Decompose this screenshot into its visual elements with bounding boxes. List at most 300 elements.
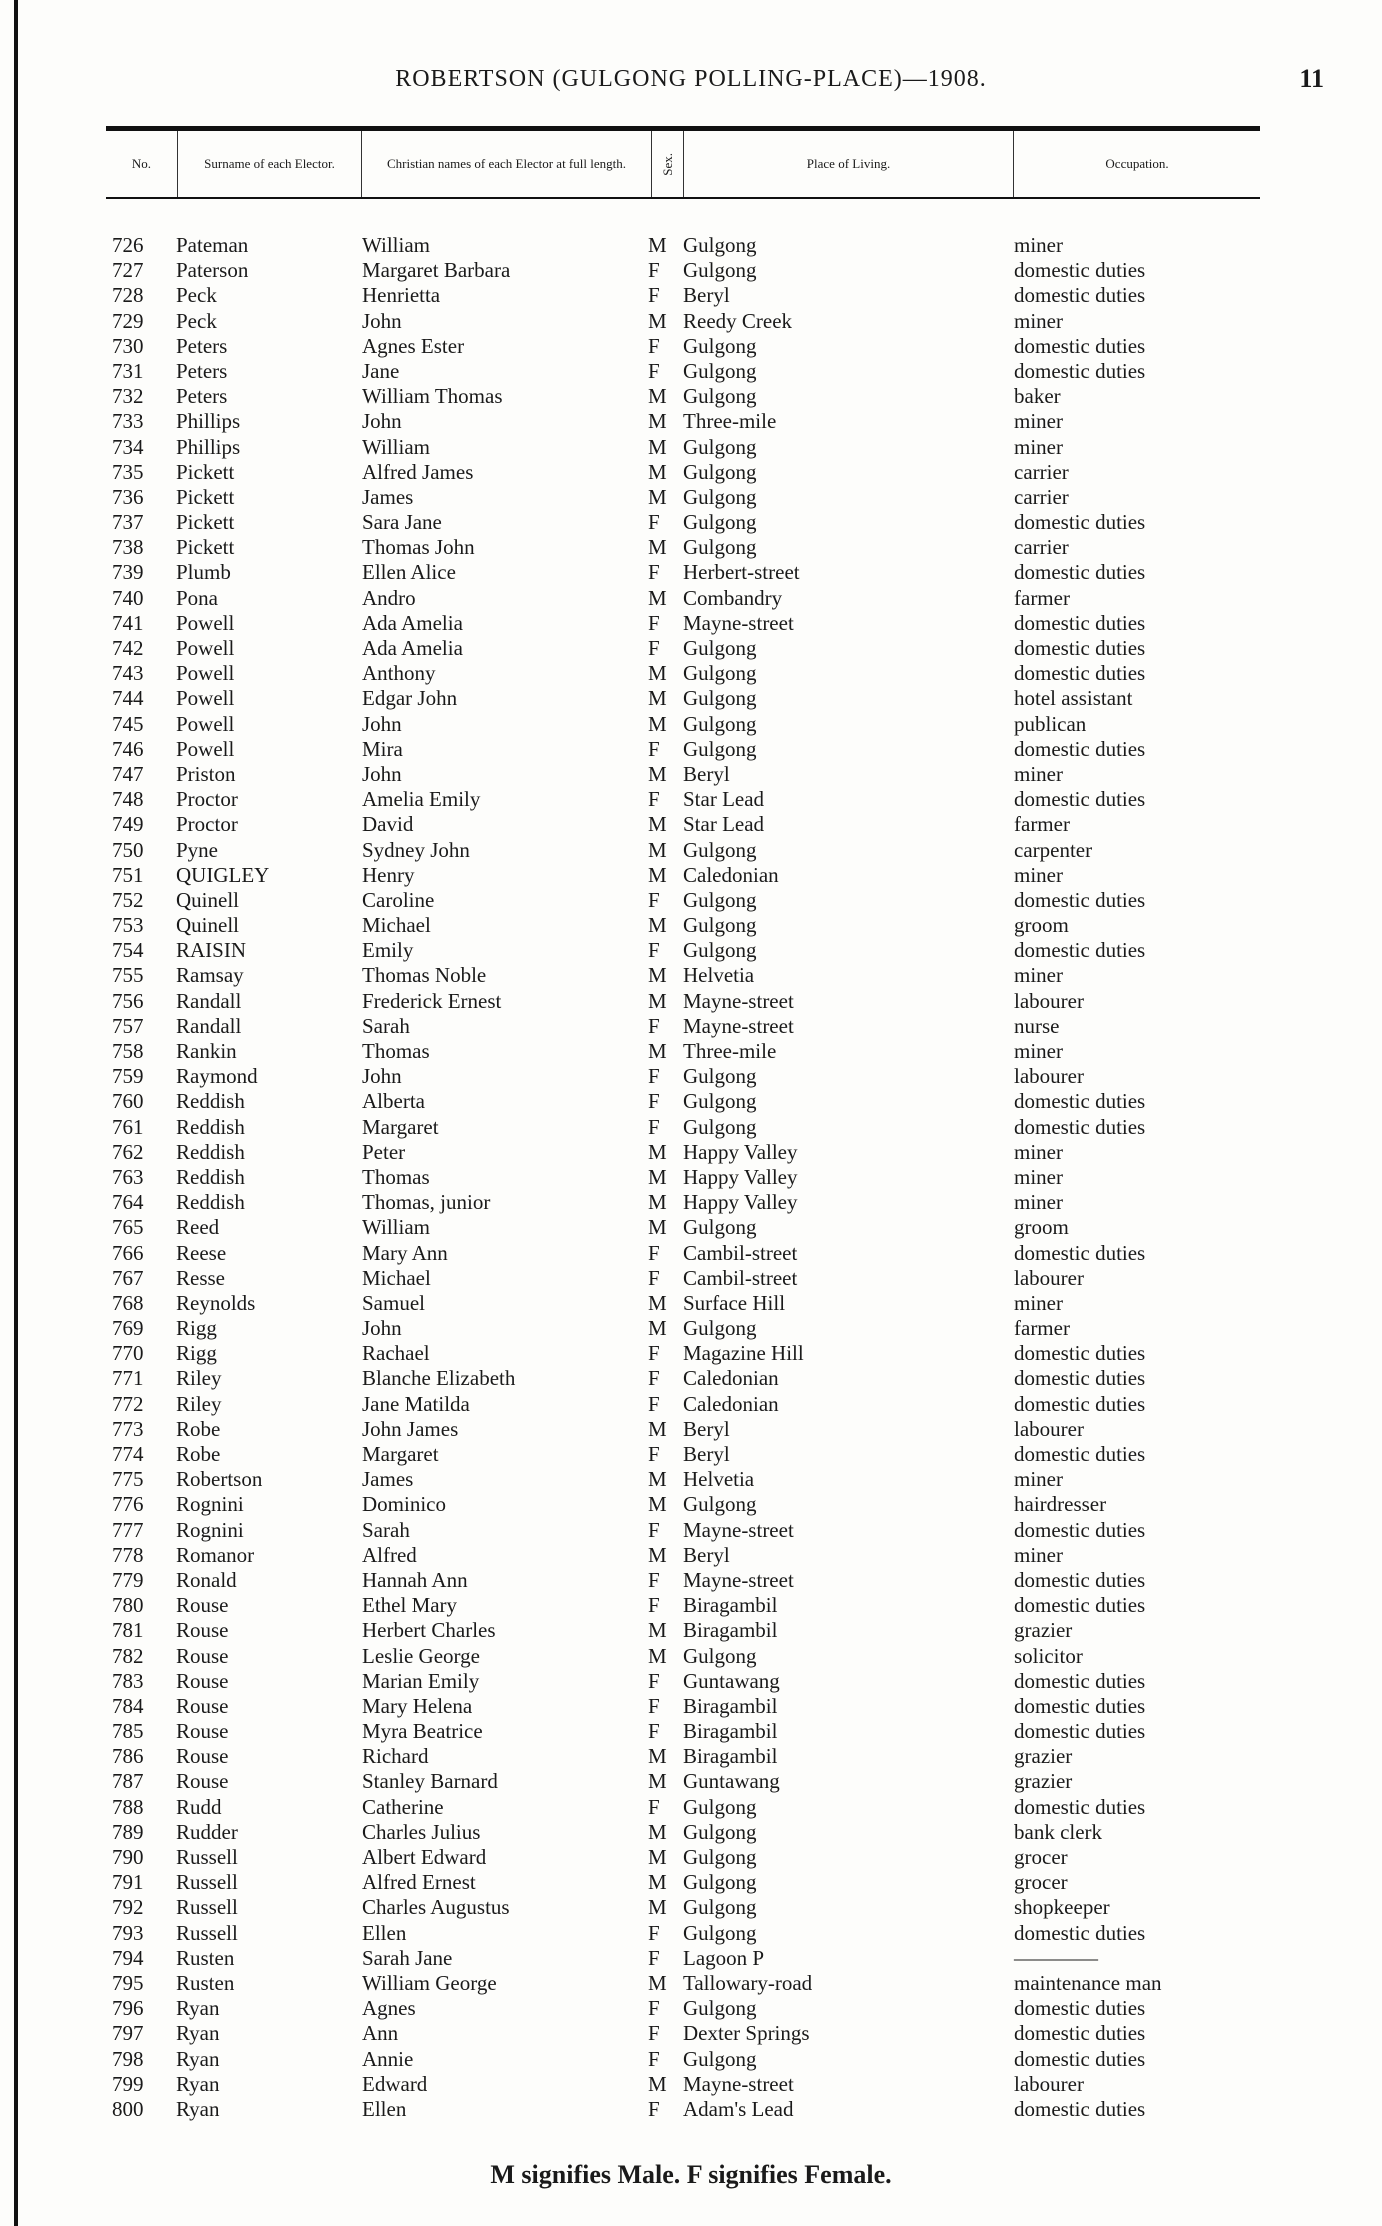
elector-surname: Rouse <box>176 1618 229 1643</box>
table-row <box>100 1568 1280 1593</box>
elector-number: 794 <box>112 1945 144 1970</box>
elector-place: Beryl <box>683 1416 730 1441</box>
elector-place: Biragambil <box>683 1719 778 1744</box>
elector-christian-names: Annie <box>362 2046 414 2071</box>
elector-surname: Pona <box>176 585 218 610</box>
elector-sex: M <box>648 1467 667 1492</box>
elector-number: 740 <box>112 585 144 610</box>
elector-christian-names: John <box>362 1064 402 1089</box>
table-row <box>100 1946 1280 1971</box>
elector-place: Gulgong <box>683 258 757 283</box>
elector-occupation: grocer <box>1014 1845 1068 1869</box>
elector-place: Gulgong <box>683 333 757 358</box>
elector-place: Gulgong <box>683 1492 757 1517</box>
elector-christian-names: Catherine <box>362 1794 444 1819</box>
elector-surname: Pickett <box>176 484 235 509</box>
elector-surname: Ramsay <box>176 963 244 988</box>
elector-surname: Paterson <box>176 258 249 283</box>
elector-place: Gulgong <box>683 1794 757 1819</box>
elector-place: Caledonian <box>683 1391 779 1416</box>
elector-sex: M <box>648 1215 667 1240</box>
elector-sex: F <box>648 1719 660 1744</box>
elector-occupation: domestic duties <box>1014 258 1146 283</box>
elector-occupation: domestic duties <box>1014 1114 1146 1139</box>
elector-christian-names: Margaret <box>362 1442 439 1466</box>
elector-surname: Peck <box>176 308 217 333</box>
elector-place: Gulgong <box>683 736 757 761</box>
elector-number: 763 <box>112 1164 144 1189</box>
elector-surname: Powell <box>176 711 235 736</box>
elector-surname: Reddish <box>176 1190 245 1215</box>
elector-sex: M <box>648 1970 667 1995</box>
elector-christian-names: Blanche Elizabeth <box>362 1366 516 1391</box>
elector-christian-names: Amelia Emily <box>362 787 481 812</box>
elector-occupation: labourer <box>1014 1416 1084 1441</box>
elector-number: 750 <box>112 837 144 862</box>
elector-sex: M <box>648 1416 667 1441</box>
elector-occupation: carpenter <box>1014 837 1093 862</box>
elector-place: Happy Valley <box>683 1164 798 1189</box>
elector-sex: M <box>648 988 667 1013</box>
elector-surname: Rigg <box>176 1316 217 1341</box>
elector-surname: Quinell <box>176 887 239 912</box>
table-row <box>100 2097 1280 2122</box>
table-row <box>100 1341 1280 1366</box>
elector-christian-names: Ada Amelia <box>362 636 463 660</box>
elector-place: Gulgong <box>683 1064 757 1089</box>
column-header-no: No. <box>106 131 178 197</box>
table-row <box>100 1392 1280 1417</box>
elector-number: 758 <box>112 1039 144 1063</box>
elector-occupation: groom <box>1014 913 1069 938</box>
table-row <box>100 409 1280 434</box>
elector-sex: F <box>648 1668 660 1693</box>
elector-surname: Ryan <box>176 1996 220 2021</box>
elector-place: Happy Valley <box>683 1190 798 1215</box>
elector-occupation: carrier <box>1014 459 1069 484</box>
elector-number: 789 <box>112 1819 144 1844</box>
elector-number: 734 <box>112 434 144 459</box>
elector-surname: Peck <box>176 283 217 308</box>
table-row <box>100 989 1280 1014</box>
table-row <box>100 661 1280 686</box>
elector-occupation: miner <box>1014 963 1063 988</box>
elector-place: Surface Hill <box>683 1290 786 1315</box>
elector-occupation: hairdresser <box>1014 1492 1107 1517</box>
elector-occupation: domestic duties <box>1014 333 1146 358</box>
elector-place: Mayne-street <box>683 988 794 1013</box>
elector-occupation: domestic duties <box>1014 1442 1146 1466</box>
elector-place: Caledonian <box>683 1366 779 1391</box>
elector-christian-names: Thomas John <box>362 535 475 560</box>
elector-surname: Russell <box>176 1895 238 1920</box>
elector-occupation: grocer <box>1014 1870 1068 1895</box>
elector-place: Mayne-street <box>683 610 794 635</box>
elector-occupation: domestic duties <box>1014 1391 1146 1416</box>
elector-place: Three-mile <box>683 1039 777 1063</box>
elector-occupation: domestic duties <box>1014 1996 1146 2021</box>
elector-surname: Reynolds <box>176 1290 256 1315</box>
table-row <box>100 1039 1280 1064</box>
table-row <box>100 1190 1280 1215</box>
elector-number: 726 <box>112 233 144 257</box>
elector-number: 732 <box>112 384 144 409</box>
elector-occupation: miner <box>1014 1467 1063 1492</box>
elector-number: 738 <box>112 535 144 560</box>
elector-occupation: domestic duties <box>1014 1366 1146 1391</box>
elector-surname: Rouse <box>176 1769 229 1794</box>
table-row <box>100 762 1280 787</box>
elector-occupation: labourer <box>1014 1265 1084 1290</box>
elector-number: 755 <box>112 963 144 988</box>
table-row <box>100 838 1280 863</box>
elector-christian-names: Thomas <box>362 1039 430 1063</box>
elector-sex: F <box>648 1693 660 1718</box>
elector-number: 743 <box>112 661 144 686</box>
elector-surname: Rognini <box>176 1492 244 1517</box>
elector-sex: M <box>648 1845 667 1869</box>
elector-sex: M <box>648 1744 667 1769</box>
elector-number: 771 <box>112 1366 144 1391</box>
elector-christian-names: Rachael <box>362 1341 430 1366</box>
elector-occupation: miner <box>1014 1190 1063 1215</box>
elector-place: Gulgong <box>683 1114 757 1139</box>
elector-surname: Pickett <box>176 510 235 535</box>
elector-occupation: labourer <box>1014 2071 1084 2096</box>
elector-surname: Rouse <box>176 1744 229 1769</box>
elector-christian-names: Alfred <box>362 1542 417 1567</box>
elector-sex: F <box>648 283 660 308</box>
table-row <box>100 560 1280 585</box>
elector-sex: M <box>648 1895 667 1920</box>
elector-occupation: solicitor <box>1014 1643 1083 1668</box>
elector-christian-names: Henrietta <box>362 283 441 308</box>
elector-surname: Rouse <box>176 1693 229 1718</box>
elector-number: 752 <box>112 887 144 912</box>
table-row <box>100 309 1280 334</box>
elector-christian-names: Edward <box>362 2071 428 2096</box>
elector-number: 762 <box>112 1139 144 1164</box>
elector-surname: Reddish <box>176 1114 245 1139</box>
table-row <box>100 384 1280 409</box>
elector-sex: M <box>648 1870 667 1895</box>
elector-sex: F <box>648 887 660 912</box>
elector-sex: F <box>648 1240 660 1265</box>
elector-surname: Ryan <box>176 2046 220 2071</box>
elector-surname: Raymond <box>176 1064 258 1089</box>
elector-sex: F <box>648 938 660 963</box>
elector-occupation: domestic duties <box>1014 1567 1146 1592</box>
elector-place: Guntawang <box>683 1668 780 1693</box>
elector-sex: F <box>648 2096 660 2121</box>
elector-surname: Pateman <box>176 233 249 257</box>
elector-sex: M <box>648 1139 667 1164</box>
table-row <box>100 1543 1280 1568</box>
elector-sex: F <box>648 1013 660 1038</box>
elector-number: 786 <box>112 1744 144 1769</box>
elector-occupation: domestic duties <box>1014 636 1146 660</box>
table-row <box>100 435 1280 460</box>
elector-occupation: farmer <box>1014 585 1070 610</box>
elector-place: Happy Valley <box>683 1139 798 1164</box>
elector-occupation: farmer <box>1014 812 1070 837</box>
table-row <box>100 1492 1280 1517</box>
elector-number: 735 <box>112 459 144 484</box>
elector-sex: M <box>648 1290 667 1315</box>
elector-sex: M <box>648 913 667 938</box>
table-row <box>100 1316 1280 1341</box>
table-row <box>100 812 1280 837</box>
elector-place: Star Lead <box>683 787 765 812</box>
elector-place: Herbert-street <box>683 560 800 585</box>
elector-surname: Rudder <box>176 1819 238 1844</box>
elector-sex: F <box>648 1064 660 1089</box>
elector-christian-names: Thomas, junior <box>362 1190 491 1215</box>
elector-number: 770 <box>112 1341 144 1366</box>
elector-christian-names: John <box>362 711 402 736</box>
table-row <box>100 334 1280 359</box>
column-header-surname: Surname of each Elector. <box>178 131 362 197</box>
elector-number: 737 <box>112 510 144 535</box>
elector-occupation: domestic duties <box>1014 1593 1146 1618</box>
column-header-occupation: Occupation. <box>1105 156 1169 171</box>
elector-christian-names: James <box>362 484 414 509</box>
elector-christian-names: John <box>362 308 402 333</box>
elector-surname: Rudd <box>176 1794 222 1819</box>
elector-sex: F <box>648 1366 660 1391</box>
elector-place: Star Lead <box>683 812 765 837</box>
elector-surname: Pickett <box>176 535 235 560</box>
elector-sex: F <box>648 736 660 761</box>
elector-occupation: ———— <box>1014 1945 1098 1970</box>
elector-surname: Russell <box>176 1845 238 1869</box>
elector-occupation: domestic duties <box>1014 2021 1146 2046</box>
column-header-sex <box>652 131 684 197</box>
elector-place: Gulgong <box>683 686 757 711</box>
elector-surname: Rigg <box>176 1341 217 1366</box>
elector-christian-names: Ann <box>362 2021 399 2046</box>
elector-christian-names: Peter <box>362 1139 406 1164</box>
elector-number: 793 <box>112 1920 144 1945</box>
elector-christian-names: James <box>362 1467 414 1492</box>
table-row <box>100 938 1280 963</box>
elector-christian-names: Jane <box>362 358 400 383</box>
elector-surname: Russell <box>176 1920 238 1945</box>
elector-occupation: miner <box>1014 434 1063 459</box>
elector-christian-names: Mary Ann <box>362 1240 448 1265</box>
table-row <box>100 963 1280 988</box>
elector-christian-names: Richard <box>362 1744 429 1769</box>
elector-place: Gulgong <box>683 1089 757 1114</box>
elector-occupation: miner <box>1014 409 1063 434</box>
elector-number: 797 <box>112 2021 144 2046</box>
elector-surname: Rouse <box>176 1719 229 1744</box>
elector-occupation: grazier <box>1014 1769 1073 1794</box>
elector-occupation: miner <box>1014 308 1063 333</box>
elector-place: Gulgong <box>683 484 757 509</box>
elector-christian-names: Sarah Jane <box>362 1945 453 1970</box>
elector-sex: F <box>648 1567 660 1592</box>
elector-surname: Reese <box>176 1240 227 1265</box>
elector-surname: Rusten <box>176 1970 235 1995</box>
elector-place: Gulgong <box>683 837 757 862</box>
elector-place: Cambil-street <box>683 1265 798 1290</box>
elector-surname: Phillips <box>176 409 241 434</box>
elector-number: 779 <box>112 1567 144 1592</box>
elector-occupation: domestic duties <box>1014 736 1146 761</box>
table-row <box>100 460 1280 485</box>
elector-place: Gulgong <box>683 1643 757 1668</box>
elector-sex: M <box>648 384 667 409</box>
table-row <box>100 686 1280 711</box>
table-row <box>100 737 1280 762</box>
elector-sex: M <box>648 459 667 484</box>
elector-occupation: domestic duties <box>1014 358 1146 383</box>
elector-number: 781 <box>112 1618 144 1643</box>
elector-sex: M <box>648 233 667 257</box>
elector-sex: F <box>648 510 660 535</box>
table-row <box>100 1165 1280 1190</box>
table-row <box>100 1971 1280 1996</box>
elector-number: 766 <box>112 1240 144 1265</box>
elector-sex: M <box>648 484 667 509</box>
elector-occupation: domestic duties <box>1014 1693 1146 1718</box>
elector-surname: Powell <box>176 610 235 635</box>
elector-number: 744 <box>112 686 144 711</box>
elector-sex: M <box>648 1618 667 1643</box>
elector-surname: Peters <box>176 384 228 409</box>
elector-christian-names: Ellen Alice <box>362 560 456 585</box>
table-row <box>100 586 1280 611</box>
elector-occupation: baker <box>1014 384 1061 409</box>
elector-place: Gulgong <box>683 887 757 912</box>
elector-occupation: domestic duties <box>1014 560 1146 585</box>
elector-place: Gulgong <box>683 938 757 963</box>
table-header <box>106 126 1260 199</box>
elector-occupation: domestic duties <box>1014 1341 1146 1366</box>
elector-surname: Rognini <box>176 1517 244 1542</box>
elector-number: 785 <box>112 1719 144 1744</box>
elector-number: 759 <box>112 1064 144 1089</box>
elector-sex: M <box>648 2071 667 2096</box>
elector-occupation: shopkeeper <box>1014 1895 1110 1920</box>
elector-sex: F <box>648 560 660 585</box>
elector-occupation: miner <box>1014 1542 1063 1567</box>
elector-sex: F <box>648 1593 660 1618</box>
elector-christian-names: Frederick Ernest <box>362 988 502 1013</box>
elector-surname: Rouse <box>176 1643 229 1668</box>
elector-place: Biragambil <box>683 1693 778 1718</box>
sex-legend: M signifies Male. F signifies Female. <box>490 2160 892 2189</box>
elector-surname: Reddish <box>176 1089 245 1114</box>
elector-christian-names: Ethel Mary <box>362 1593 458 1618</box>
table-row <box>100 1996 1280 2021</box>
elector-christian-names: Albert Edward <box>362 1845 487 1869</box>
elector-christian-names: Herbert Charles <box>362 1618 496 1643</box>
elector-number: 761 <box>112 1114 144 1139</box>
elector-surname: Proctor <box>176 812 238 837</box>
elector-surname: Priston <box>176 761 236 786</box>
elector-number: 798 <box>112 2046 144 2071</box>
elector-occupation: domestic duties <box>1014 610 1146 635</box>
elector-christian-names: Ada Amelia <box>362 610 463 635</box>
table-row <box>100 1644 1280 1669</box>
elector-christian-names: Stanley Barnard <box>362 1769 498 1794</box>
elector-occupation: labourer <box>1014 1064 1084 1089</box>
elector-sex: F <box>648 258 660 283</box>
elector-christian-names: William <box>362 1215 430 1240</box>
elector-occupation: domestic duties <box>1014 1794 1146 1819</box>
elector-surname: Ryan <box>176 2071 220 2096</box>
elector-number: 765 <box>112 1215 144 1240</box>
page-title: ROBERTSON (GULGONG POLLING-PLACE)—1908. <box>395 66 987 92</box>
elector-place: Gulgong <box>683 459 757 484</box>
elector-place: Gulgong <box>683 636 757 660</box>
column-header-sex-label: Sex. <box>659 152 675 176</box>
elector-place: Gulgong <box>683 661 757 686</box>
elector-occupation: domestic duties <box>1014 1517 1146 1542</box>
elector-number: 760 <box>112 1089 144 1114</box>
elector-occupation: domestic duties <box>1014 2046 1146 2071</box>
elector-sex: M <box>648 812 667 837</box>
elector-number: 747 <box>112 761 144 786</box>
elector-place: Gulgong <box>683 535 757 560</box>
elector-surname: Randall <box>176 988 242 1013</box>
elector-number: 790 <box>112 1845 144 1869</box>
table-row <box>100 1115 1280 1140</box>
elector-surname: Reddish <box>176 1139 245 1164</box>
elector-list <box>100 233 1280 2122</box>
elector-christian-names: Hannah Ann <box>362 1567 468 1592</box>
table-row <box>100 787 1280 812</box>
elector-place: Gulgong <box>683 510 757 535</box>
table-row <box>100 1921 1280 1946</box>
elector-occupation: miner <box>1014 1039 1063 1063</box>
elector-place: Gulgong <box>683 1870 757 1895</box>
elector-number: 772 <box>112 1391 144 1416</box>
elector-sex: M <box>648 1190 667 1215</box>
elector-number: 748 <box>112 787 144 812</box>
elector-christian-names: David <box>362 812 414 837</box>
elector-number: 800 <box>112 2096 144 2121</box>
elector-place: Biragambil <box>683 1618 778 1643</box>
elector-occupation: domestic duties <box>1014 283 1146 308</box>
elector-sex: M <box>648 862 667 887</box>
elector-sex: M <box>648 535 667 560</box>
elector-place: Magazine Hill <box>683 1341 804 1366</box>
elector-number: 782 <box>112 1643 144 1668</box>
elector-occupation: bank clerk <box>1014 1819 1103 1844</box>
elector-sex: M <box>648 308 667 333</box>
elector-occupation: miner <box>1014 1290 1063 1315</box>
elector-number: 753 <box>112 913 144 938</box>
elector-number: 791 <box>112 1870 144 1895</box>
table-row <box>100 1064 1280 1089</box>
elector-christian-names: John James <box>362 1416 459 1441</box>
elector-christian-names: Margaret <box>362 1114 439 1139</box>
elector-surname: Russell <box>176 1870 238 1895</box>
elector-surname: Powell <box>176 736 235 761</box>
elector-number: 783 <box>112 1668 144 1693</box>
elector-sex: M <box>648 1316 667 1341</box>
elector-sex: F <box>648 1945 660 1970</box>
elector-place: Gulgong <box>683 434 757 459</box>
table-row <box>100 1795 1280 1820</box>
elector-sex: M <box>648 1492 667 1517</box>
elector-occupation: nurse <box>1014 1013 1060 1038</box>
elector-place: Gulgong <box>683 1819 757 1844</box>
table-row <box>100 863 1280 888</box>
